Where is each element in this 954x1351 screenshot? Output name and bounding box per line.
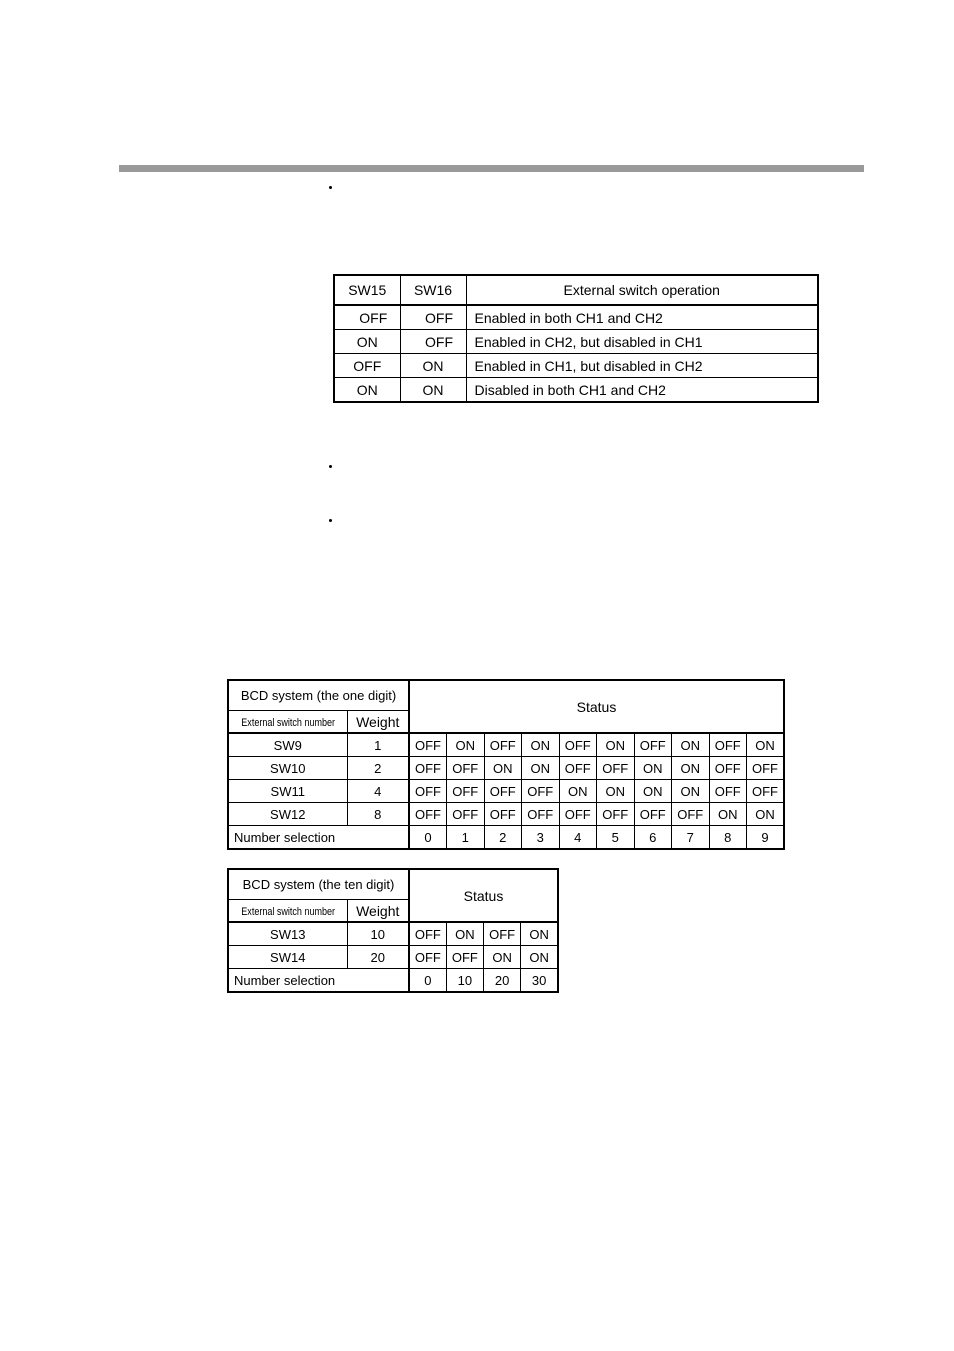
table-row [228,780,784,803]
selection-cell: 0 [409,826,447,850]
status-cell: OFF [484,922,521,946]
status-cell: OFF [747,757,785,780]
bullet-1 [328,185,333,190]
table-row [334,330,818,354]
cell: Enabled in CH2, but disabled in CH1 [466,330,818,354]
status-cell: OFF [559,803,597,826]
cell: ON [400,378,466,403]
cell: Disabled in both CH1 and CH2 [466,378,818,403]
weight-value: 20 [347,946,409,969]
status-cell: OFF [409,733,447,757]
switch-number-label: External switch number [240,717,335,729]
weight-value: 1 [347,733,409,757]
cell: ON [334,378,400,403]
header-sw15: SW15 [334,275,400,305]
status-cell: OFF [446,946,483,969]
header-rule [119,165,864,172]
switch-number-header [228,711,347,734]
selection-cell: 30 [521,969,558,993]
status-cell: OFF [522,780,560,803]
cell: Enabled in both CH1 and CH2 [466,305,818,330]
status-cell: ON [672,780,710,803]
bcd-one-title: BCD system (the one digit) [228,680,409,711]
status-cell: OFF [447,803,485,826]
status-cell: OFF [634,733,672,757]
status-cell: OFF [672,803,710,826]
cell: OFF [334,305,400,330]
status-cell: ON [522,757,560,780]
selection-cell: 1 [447,826,485,850]
status-cell: OFF [409,757,447,780]
status-cell: ON [559,780,597,803]
status-cell: OFF [447,757,485,780]
number-selection-row [228,826,784,850]
selection-cell: 5 [597,826,635,850]
status-cell: OFF [634,803,672,826]
bullet-3 [328,518,333,523]
status-cell: OFF [559,757,597,780]
selection-cell: 4 [559,826,597,850]
table-row [334,305,818,330]
status-cell: ON [709,803,747,826]
number-selection-label: Number selection [228,969,409,993]
status-cell: ON [521,922,558,946]
switch-name: SW12 [228,803,347,826]
switch-name: SW10 [228,757,347,780]
weight-value: 10 [347,922,409,946]
status-cell: OFF [709,757,747,780]
weight-value: 4 [347,780,409,803]
status-cell: ON [634,757,672,780]
selection-cell: 0 [409,969,446,993]
status-cell: ON [446,922,483,946]
status-cell: OFF [409,922,446,946]
switch-name: SW9 [228,733,347,757]
switch-name: SW14 [228,946,347,969]
status-cell: OFF [484,780,522,803]
selection-cell: 20 [484,969,521,993]
header-sw16: SW16 [400,275,466,305]
bullet-2 [328,464,333,469]
switch-number-label: External switch number [240,906,335,918]
number-selection-label: Number selection [228,826,409,850]
status-cell: OFF [447,780,485,803]
status-cell: OFF [747,780,785,803]
cell: ON [400,354,466,378]
table-row [228,733,784,757]
selection-cell: 10 [446,969,483,993]
status-cell: ON [522,733,560,757]
bcd-ten-title: BCD system (the ten digit) [228,869,409,900]
bcd-ten-digit-table [227,868,559,993]
selection-cell: 6 [634,826,672,850]
status-header: Status [409,680,784,733]
cell: ON [334,330,400,354]
status-cell: ON [672,733,710,757]
cell: OFF [334,354,400,378]
table-row [228,946,558,969]
status-cell: ON [484,757,522,780]
selection-cell: 3 [522,826,560,850]
switch-number-header [228,900,347,923]
status-cell: ON [747,803,785,826]
status-cell: ON [634,780,672,803]
selection-cell: 9 [747,826,785,850]
status-cell: ON [747,733,785,757]
header-operation: External switch operation [466,275,818,305]
weight-value: 2 [347,757,409,780]
status-cell: OFF [559,733,597,757]
switch-name: SW13 [228,922,347,946]
status-cell: OFF [597,757,635,780]
cell: Enabled in CH1, but disabled in CH2 [466,354,818,378]
status-cell: ON [484,946,521,969]
cell: OFF [400,330,466,354]
selection-cell: 8 [709,826,747,850]
number-selection-row [228,969,558,993]
table-header-row [228,680,784,711]
status-cell: ON [597,780,635,803]
cell: OFF [400,305,466,330]
switch-name: SW11 [228,780,347,803]
weight-header: Weight [347,711,409,734]
table-row [228,757,784,780]
status-cell: ON [672,757,710,780]
selection-cell: 2 [484,826,522,850]
table-header-row [334,275,818,305]
status-cell: OFF [709,733,747,757]
table-row [334,378,818,403]
status-cell: OFF [522,803,560,826]
status-cell: ON [521,946,558,969]
status-cell: OFF [409,803,447,826]
selection-cell: 7 [672,826,710,850]
status-cell: ON [597,733,635,757]
status-cell: OFF [597,803,635,826]
bcd-one-digit-table [227,679,785,850]
status-cell: OFF [409,780,447,803]
weight-value: 8 [347,803,409,826]
table-row [228,922,558,946]
status-header: Status [409,869,558,922]
weight-header: Weight [347,900,409,923]
table-row [334,354,818,378]
status-cell: OFF [484,803,522,826]
table-row [228,803,784,826]
status-cell: OFF [484,733,522,757]
external-switch-operation-table [333,274,819,403]
status-cell: OFF [409,946,446,969]
status-cell: OFF [709,780,747,803]
table-header-row [228,869,558,900]
status-cell: ON [447,733,485,757]
